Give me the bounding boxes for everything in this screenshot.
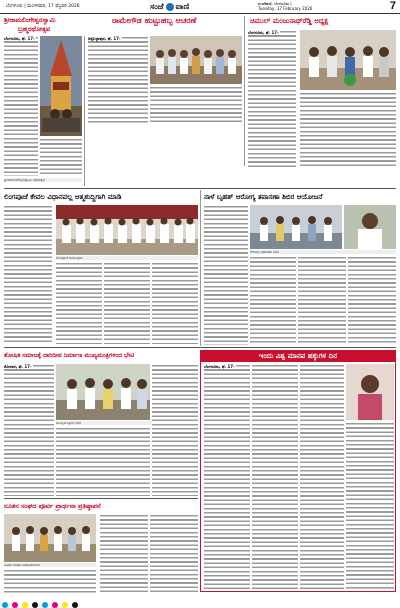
article-text-rights-3 <box>300 364 344 590</box>
article-text-col-2 <box>40 138 82 176</box>
caption-new-sangha: ನೂತನ ಸಂಘದ ಪದಾಧಿಕಾರಿಗಳು <box>4 563 96 567</box>
masthead-dateline-1: ಸಂಜೆವಾಣಿ, ಬೆಂಗಳೂರು | <box>258 1 292 6</box>
article-text-lingapooje-2 <box>56 262 102 344</box>
article-text-health-1 <box>204 205 248 345</box>
article-text-chimul-2 <box>300 92 396 168</box>
article-text-health-4 <box>348 256 396 345</box>
masthead-date-left: ಬೆಂಗಳೂರು | ಮಂಗಳವಾರ, 17 ಫೆಬ್ರವರಿ 2026 <box>6 4 80 9</box>
headline-health-camp: ನಾಳೆ ಬೃಹತ್ ಆರೋಗ್ಯ ತಪಾಸಣಾ ಶಿಬಿರ ಆಯೋಜನೆ <box>204 193 323 201</box>
masthead-emblem-icon <box>166 3 174 11</box>
article-lead: ಚಿಕ್ಕಬಳ್ಳಾಪುರ, ಫೆ. 17- <box>88 36 121 41</box>
photo-rights-image <box>346 364 394 420</box>
column-rule <box>84 36 85 186</box>
article-text-cm-3 <box>56 427 150 496</box>
article-lead: ಬೆಂಗಳೂರು, ಫೆ. 17- <box>4 36 35 41</box>
caption-cm-visit: ಮುಖ್ಯಮಂತ್ರಿಗಳ ಭೇಟಿ <box>56 421 198 425</box>
article-text-birthday-2 <box>150 86 242 124</box>
photo-cm-image <box>56 364 150 420</box>
registration-mark <box>22 602 28 608</box>
photo-health-portrait <box>344 205 396 249</box>
photo-lingapooje-stage <box>56 205 198 255</box>
photo-chimul-meeting <box>300 30 396 90</box>
photo-birthday-group <box>150 36 242 84</box>
article-text-chimul <box>248 30 296 168</box>
masthead-logo-left: ಸಂಜೆ <box>150 1 164 11</box>
headline-rathotsava-2: ಬ್ರಹ್ಮರಥೋತ್ಸವ <box>18 25 51 33</box>
photo-health-camp <box>250 205 342 249</box>
section-rule <box>4 188 396 189</box>
headline-cm-visit: ಶೋಷಿತ ಸಮಾಜಕ್ಕೆ ದಾರಿದೀಪ ನಿರ್ಮಾಣ ಮುಖ್ಯಮಂತ್ರಿಗಳಿಂದ ಭೇಟಿ <box>4 352 135 359</box>
masthead-logo <box>150 1 189 12</box>
masthead-dateline-2: Tuesday, 17 February 2026 <box>258 6 313 11</box>
registration-mark <box>2 602 8 608</box>
headline-rathotsava-1: ಶ್ರೀರಾಮಲಿಂಗೇಶ್ವರಸ್ವಾಮಿ <box>4 16 56 24</box>
photo-chariot-image <box>40 36 82 136</box>
photo-birthday-image <box>150 36 242 84</box>
photo-new-sangha <box>4 514 96 562</box>
article-text-lingapooje <box>4 205 52 343</box>
caption-lingapooje: ಲಿಂಗಪೂಜೆ ಕಾರ್ಯಕ್ರಮ <box>56 256 198 260</box>
caption-chariot: ಶ್ರೀರಾಮಲಿಂಗೇಶ್ವರಸ್ವಾಮಿ ರಥೋತ್ಸವ <box>4 178 82 182</box>
photo-chariot <box>40 36 82 136</box>
headline-birthday: ರಾಮೇಗೌಡ ಹುಟ್ಟುಹಬ್ಬ ಆಚರಣೆ <box>112 16 197 25</box>
article-text-health-3 <box>298 256 346 345</box>
article-text-rights-4 <box>346 422 394 590</box>
article-lead: ಬೆಂಗಳೂರು, ಫೆ. 17- <box>248 30 279 35</box>
photo-rights-portrait <box>346 364 394 420</box>
masthead-dateline <box>258 1 312 11</box>
article-text-sangha-3 <box>150 514 198 593</box>
photo-sangha-image <box>4 514 96 562</box>
registration-mark <box>52 602 58 608</box>
photo-chimul-image <box>300 30 396 90</box>
headline-new-sangha: ನೂತನ ಸಂಘದ ಪೂರ್ವ ಪ್ರಾರ್ಥನಾ ಪ್ರತಿಷ್ಠಾಪನೆ <box>4 502 101 510</box>
headline-human-rights: ಇಂದು ವಿಶ್ವ ಮಾನವ ಹಕ್ಕುಗಳ ದಿನ <box>201 351 395 362</box>
registration-mark <box>32 602 38 608</box>
photo-health-image <box>250 205 342 249</box>
caption-health: ಆರೋಗ್ಯ ತಪಾಸಣಾ ಶಿಬಿರ <box>250 250 396 254</box>
print-registration-bar <box>0 596 400 608</box>
article-text-health-2 <box>250 256 296 345</box>
headline-lingapooje: ಲಿಂಗಪೂಜೆ ಕೇವಲ ವಿಧಾನವಲ್ಲ ಆತ್ಮಶುದ್ಧಿಗಾಗಿ ಮಾಡಿ <box>4 193 122 201</box>
masthead-logo-right: ವಾಣಿ <box>175 1 190 11</box>
registration-mark <box>62 602 68 608</box>
article-text-birthday <box>88 36 148 124</box>
article-text-lingapooje-4 <box>152 262 198 344</box>
article-lead: ಕೋಲಾರ, ಫೆ. 17- <box>4 364 32 369</box>
column-rule <box>200 190 201 346</box>
page-number: 7 <box>389 0 396 12</box>
registration-mark <box>42 602 48 608</box>
article-text-sangha-1 <box>4 569 96 593</box>
section-rule <box>4 347 396 348</box>
section-rule <box>4 498 198 499</box>
article-text-rights-2 <box>252 364 298 590</box>
masthead <box>0 0 400 14</box>
article-text-lingapooje-3 <box>104 262 150 344</box>
article-text-cm-1 <box>4 364 54 496</box>
column-rule <box>244 16 245 166</box>
registration-mark <box>12 602 18 608</box>
article-text-rights-1 <box>204 364 250 590</box>
headline-chimul: ಚಿಮುಲ್ ಮಂಜುನಾಥ್‌ರೆಡ್ಡಿ ಅಧ್ಯಕ್ಷ <box>250 17 329 25</box>
photo-cm-visit <box>56 364 150 420</box>
registration-mark <box>72 602 78 608</box>
article-lead: ಬೆಂಗಳೂರು, ಫೆ. 17- <box>204 364 235 369</box>
article-text-col-1 <box>4 36 38 176</box>
photo-lingapooje-image <box>56 205 198 255</box>
article-text-sangha-2 <box>100 514 148 593</box>
photo-health-portrait-image <box>344 205 396 249</box>
article-text-cm-2 <box>152 364 198 496</box>
